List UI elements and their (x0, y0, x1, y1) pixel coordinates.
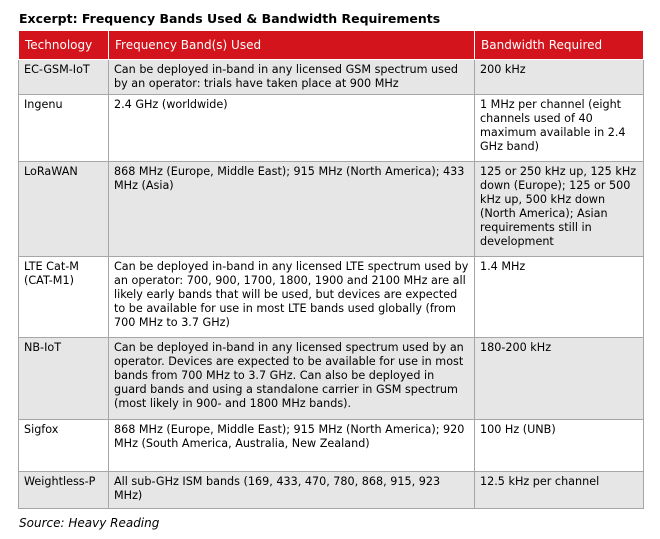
cell-technology: LTE Cat-M (CAT-M1) (19, 257, 109, 338)
cell-frequency-bands: Can be deployed in-band in any licensed GSM spectrum used by an operator: trials have taken place at 900 MHz (109, 60, 475, 95)
table-row (19, 60, 644, 95)
cell-frequency-bands: All sub-GHz ISM bands (169, 433, 470, 780, 868, 915, 923 MHz) (109, 472, 475, 509)
source-note: Source: Heavy Reading (19, 516, 160, 530)
cell-frequency-bands: 2.4 GHz (worldwide) (109, 95, 475, 162)
cell-technology: NB-IoT (19, 338, 109, 420)
cell-frequency-bands: Can be deployed in-band in any licensed spectrum used by an operator. Devices are expected to be available for use in most bands from 700 MHz to 3.7 GHz. Can also be deployed in guard bands and using a standalone carrier in GSM spectrum (most likely in 900- and 1800 MHz bands). (109, 338, 475, 420)
table-row (19, 420, 644, 472)
cell-technology: LoRaWAN (19, 162, 109, 257)
cell-technology: Sigfox (19, 420, 109, 472)
table-row (19, 95, 644, 162)
cell-bandwidth: 200 kHz (475, 60, 644, 95)
cell-technology: EC-GSM-IoT (19, 60, 109, 95)
cell-bandwidth: 180-200 kHz (475, 338, 644, 420)
cell-bandwidth: 125 or 250 kHz up, 125 kHz down (Europe); 125 or 500 kHz up, 500 kHz down (North America); Asian requirements still in development (475, 162, 644, 257)
cell-frequency-bands: Can be deployed in-band in any licensed LTE spectrum used by an operator: 700, 900, 1700, 1800, 1900 and 2100 MHz are all likely early bands that will be used, but devices are expected to be available for use in most LTE bands used globally (from 700 MHz to 3.7 GHz) (109, 257, 475, 338)
table-row (19, 257, 644, 338)
cell-bandwidth: 1 MHz per channel (eight channels used of 40 maximum available in 2.4 GHz band) (475, 95, 644, 162)
table-row (19, 162, 644, 257)
cell-bandwidth: 1.4 MHz (475, 257, 644, 338)
cell-technology: Weightless-P (19, 472, 109, 509)
cell-frequency-bands: 868 MHz (Europe, Middle East); 915 MHz (North America); 920 MHz (South America, Australia, New Zealand) (109, 420, 475, 472)
header-row (19, 31, 644, 60)
header-frequency-bands: Frequency Band(s) Used (109, 31, 475, 60)
cell-frequency-bands: 868 MHz (Europe, Middle East); 915 MHz (North America); 433 MHz (Asia) (109, 162, 475, 257)
cell-bandwidth: 100 Hz (UNB) (475, 420, 644, 472)
table-title: Excerpt: Frequency Bands Used & Bandwidth Requirements (19, 11, 441, 26)
table-row (19, 338, 644, 420)
cell-technology: Ingenu (19, 95, 109, 162)
table-row (19, 472, 644, 509)
header-bandwidth: Bandwidth Required (475, 31, 644, 60)
cell-bandwidth: 12.5 kHz per channel (475, 472, 644, 509)
frequency-bands-table (18, 31, 644, 509)
header-technology: Technology (19, 31, 109, 60)
